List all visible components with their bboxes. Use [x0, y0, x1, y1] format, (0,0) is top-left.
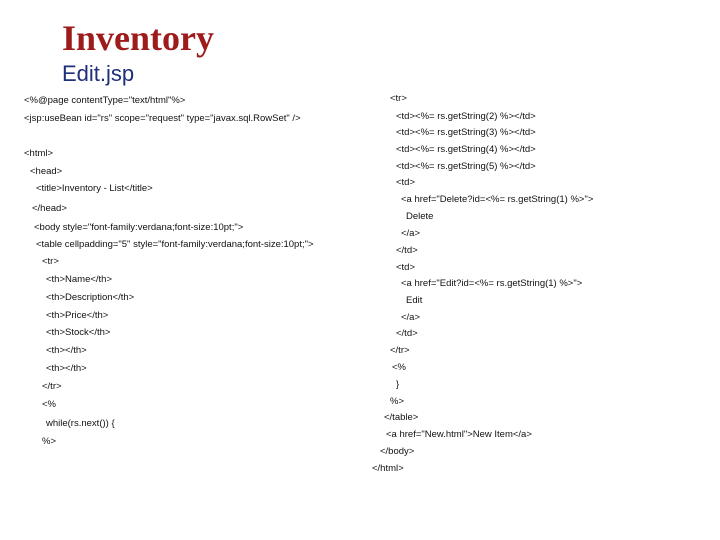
page-subtitle: Edit.jsp [62, 61, 135, 86]
code-line: <td> [396, 177, 416, 188]
code-line: <table cellpadding="5" style="font-family:verdana;font-size:10pt;"> [36, 239, 314, 250]
code-line: <th></th> [46, 363, 87, 374]
code-line: <head> [30, 166, 63, 177]
code-line: <a href="New.html">New Item</a> [386, 429, 532, 440]
code-line: Edit [406, 295, 423, 306]
code-line: <% [42, 399, 56, 410]
code-line: <% [392, 362, 406, 373]
code-line: </html> [372, 463, 404, 474]
code-line: </body> [380, 446, 415, 457]
code-line: } [396, 379, 400, 390]
code-line: </tr> [42, 381, 62, 392]
code-line: <tr> [42, 256, 59, 267]
code-line: <html> [24, 148, 54, 159]
code-line: <a href="Edit?id=<%= rs.getString(1) %>"> [401, 278, 583, 289]
code-line: <td><%= rs.getString(5) %></td> [396, 161, 536, 172]
code-line: %> [42, 436, 56, 447]
code-line: <tr> [390, 93, 407, 104]
code-line: <a href="Delete?id=<%= rs.getString(1) %>"> [401, 194, 594, 205]
code-line: <title>Inventory - List</title> [36, 183, 153, 194]
code-line: <%@page contentType="text/html"%> [24, 95, 186, 106]
code-line: <td><%= rs.getString(3) %></td> [396, 127, 536, 138]
code-line: </a> [401, 228, 421, 239]
code-line: <th>Name</th> [46, 274, 113, 285]
page-title: Inventory [62, 18, 214, 58]
code-line: </a> [401, 312, 421, 323]
code-line: </table> [384, 412, 419, 423]
code-line: <th>Stock</th> [46, 327, 111, 338]
code-line: </tr> [390, 345, 410, 356]
code-line: </td> [396, 245, 418, 256]
code-line: </td> [396, 328, 418, 339]
code-line: while(rs.next()) { [46, 418, 115, 429]
code-line: <td><%= rs.getString(4) %></td> [396, 144, 536, 155]
code-line: <th>Price</th> [46, 310, 109, 321]
code-line: <th>Description</th> [46, 292, 135, 303]
code-line: <jsp:useBean id="rs" scope="request" type="javax.sql.RowSet" /> [24, 113, 301, 124]
code-line: <body style="font-family:verdana;font-size:10pt;"> [34, 222, 244, 233]
code-line: <td> [396, 262, 416, 273]
code-line: </head> [32, 203, 67, 214]
code-line: <th></th> [46, 345, 87, 356]
code-line: %> [390, 396, 404, 407]
code-line: Delete [406, 211, 434, 222]
code-line: <td><%= rs.getString(2) %></td> [396, 111, 536, 122]
